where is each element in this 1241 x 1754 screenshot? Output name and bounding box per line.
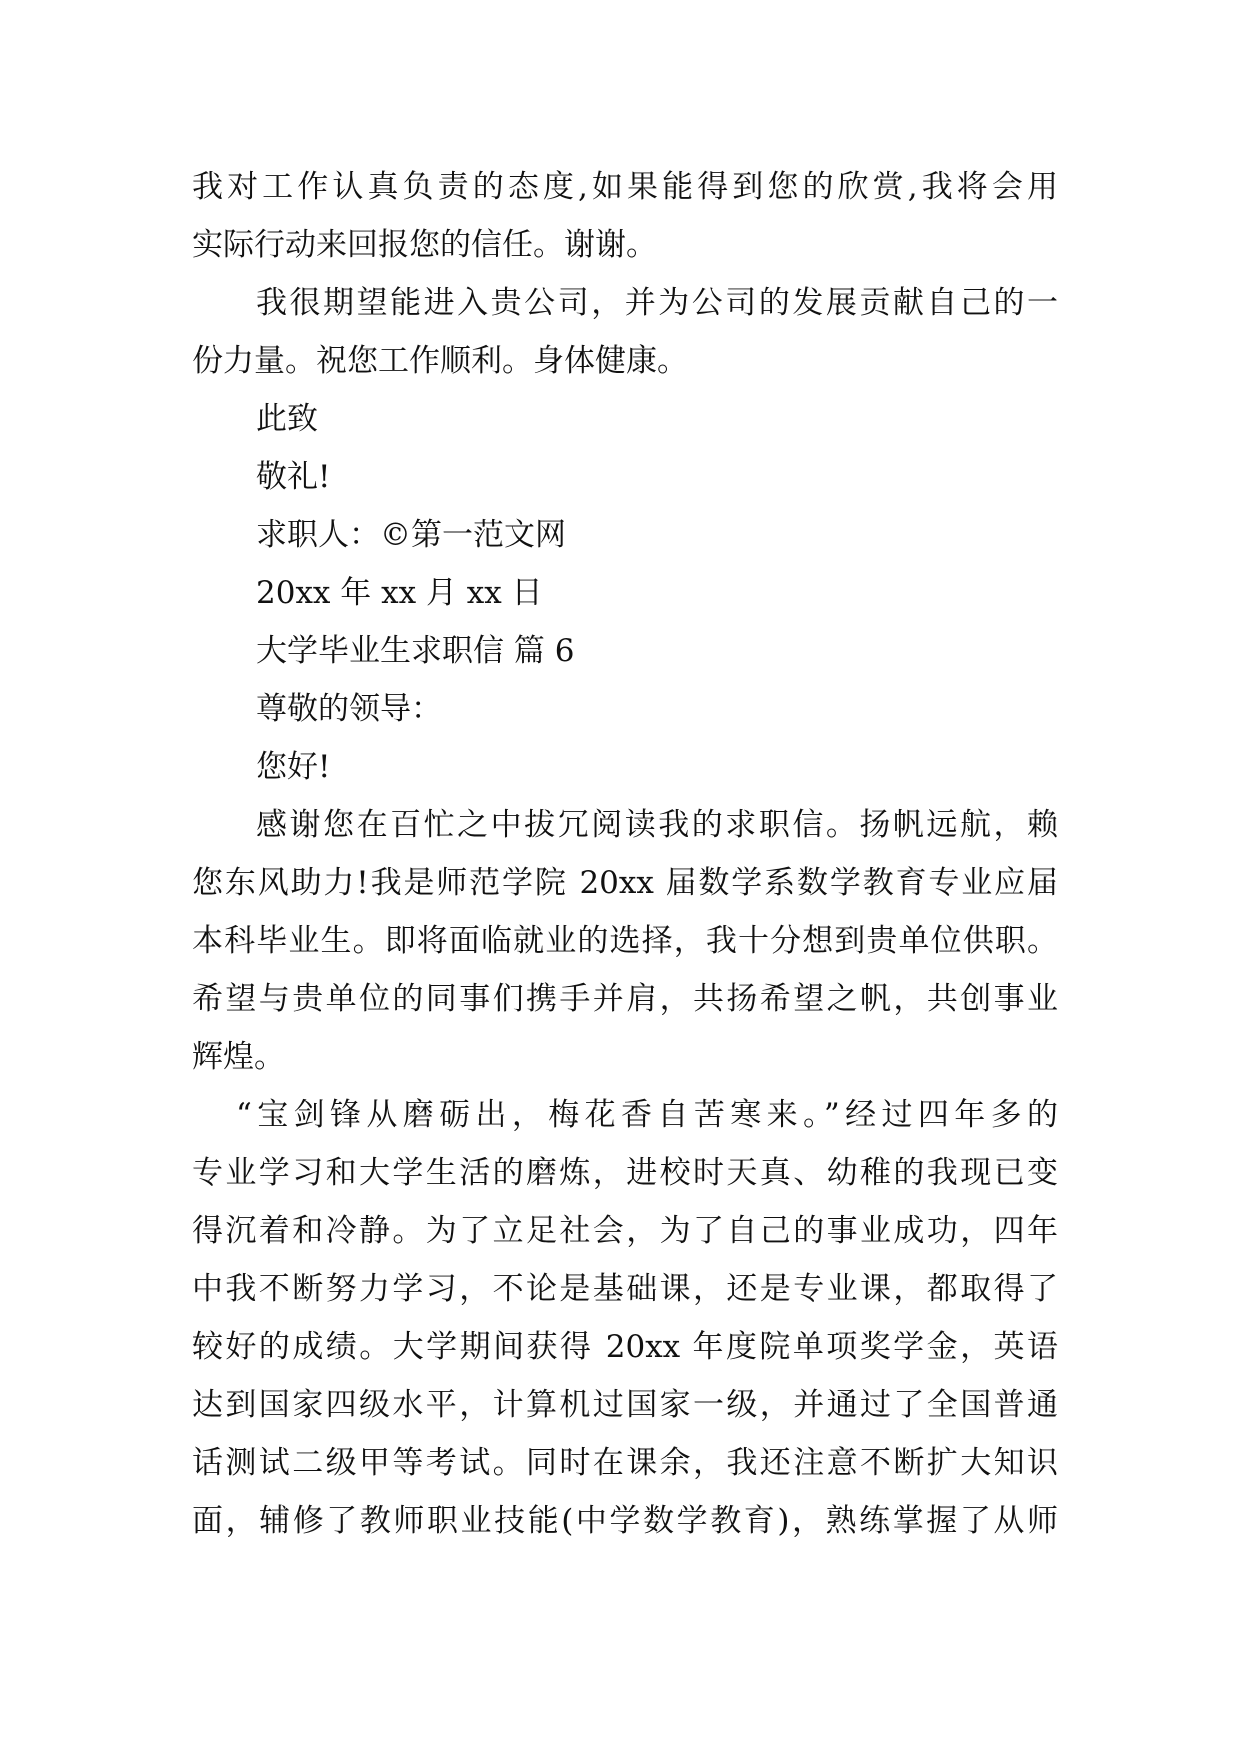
text-line: 本科毕业生。即将面临就业的选择，我十分想到贵单位供职。: [192, 923, 1058, 959]
text-line: 得沉着和冷静。为了立足社会，为了自己的事业成功，四年: [192, 1213, 1058, 1249]
date-line: 20xx 年 xx 月 xx 日: [256, 575, 543, 611]
paragraph-start-line: 我很期望能进入贵公司，并为公司的发展贡献自己的一: [256, 285, 1058, 321]
greeting-line: 尊敬的领导：: [256, 691, 442, 727]
section-title: 大学毕业生求职信 篇 6: [256, 633, 575, 669]
text-line: 实际行动来回报您的信任。谢谢。: [192, 227, 657, 263]
signature-line: 求职人：©第一范文网: [256, 517, 566, 553]
salutation-closing-2: 敬礼!: [256, 459, 331, 495]
salutation-closing-1: 此致: [256, 401, 318, 437]
text-line: 中我不断努力学习，不论是基础课，还是专业课，都取得了: [192, 1271, 1058, 1307]
text-line: 辉煌。: [192, 1039, 285, 1075]
text-line: 面，辅修了教师职业技能(中学数学教育)，熟练掌握了从师: [192, 1503, 1058, 1539]
text-line: 专业学习和大学生活的磨炼，进校时天真、幼稚的我现已变: [192, 1155, 1058, 1191]
text-line: 希望与贵单位的同事们携手并肩，共扬希望之帆，共创事业: [192, 981, 1058, 1017]
greeting-hello: 您好!: [256, 749, 331, 785]
text-line: 我对工作认真负责的态度,如果能得到您的欣赏,我将会用: [192, 169, 1058, 205]
text-line: 达到国家四级水平，计算机过国家一级，并通过了全国普通: [192, 1387, 1058, 1423]
text-line: 份力量。祝您工作顺利。身体健康。: [192, 343, 688, 379]
text-line: 话测试二级甲等考试。同时在课余，我还注意不断扩大知识: [192, 1445, 1058, 1481]
letter-body: [192, 158, 1058, 1550]
text-line: 您东风助力!我是师范学院 20xx 届数学系数学教育专业应届: [192, 865, 1058, 901]
paragraph-start-line: “宝剑锋从磨砺出，梅花香自苦寒来。”经过四年多的: [236, 1097, 1058, 1133]
text-line: 较好的成绩。大学期间获得 20xx 年度院单项奖学金，英语: [192, 1329, 1058, 1365]
paragraph-start-line: 感谢您在百忙之中拔冗阅读我的求职信。扬帆远航，赖: [256, 807, 1058, 843]
